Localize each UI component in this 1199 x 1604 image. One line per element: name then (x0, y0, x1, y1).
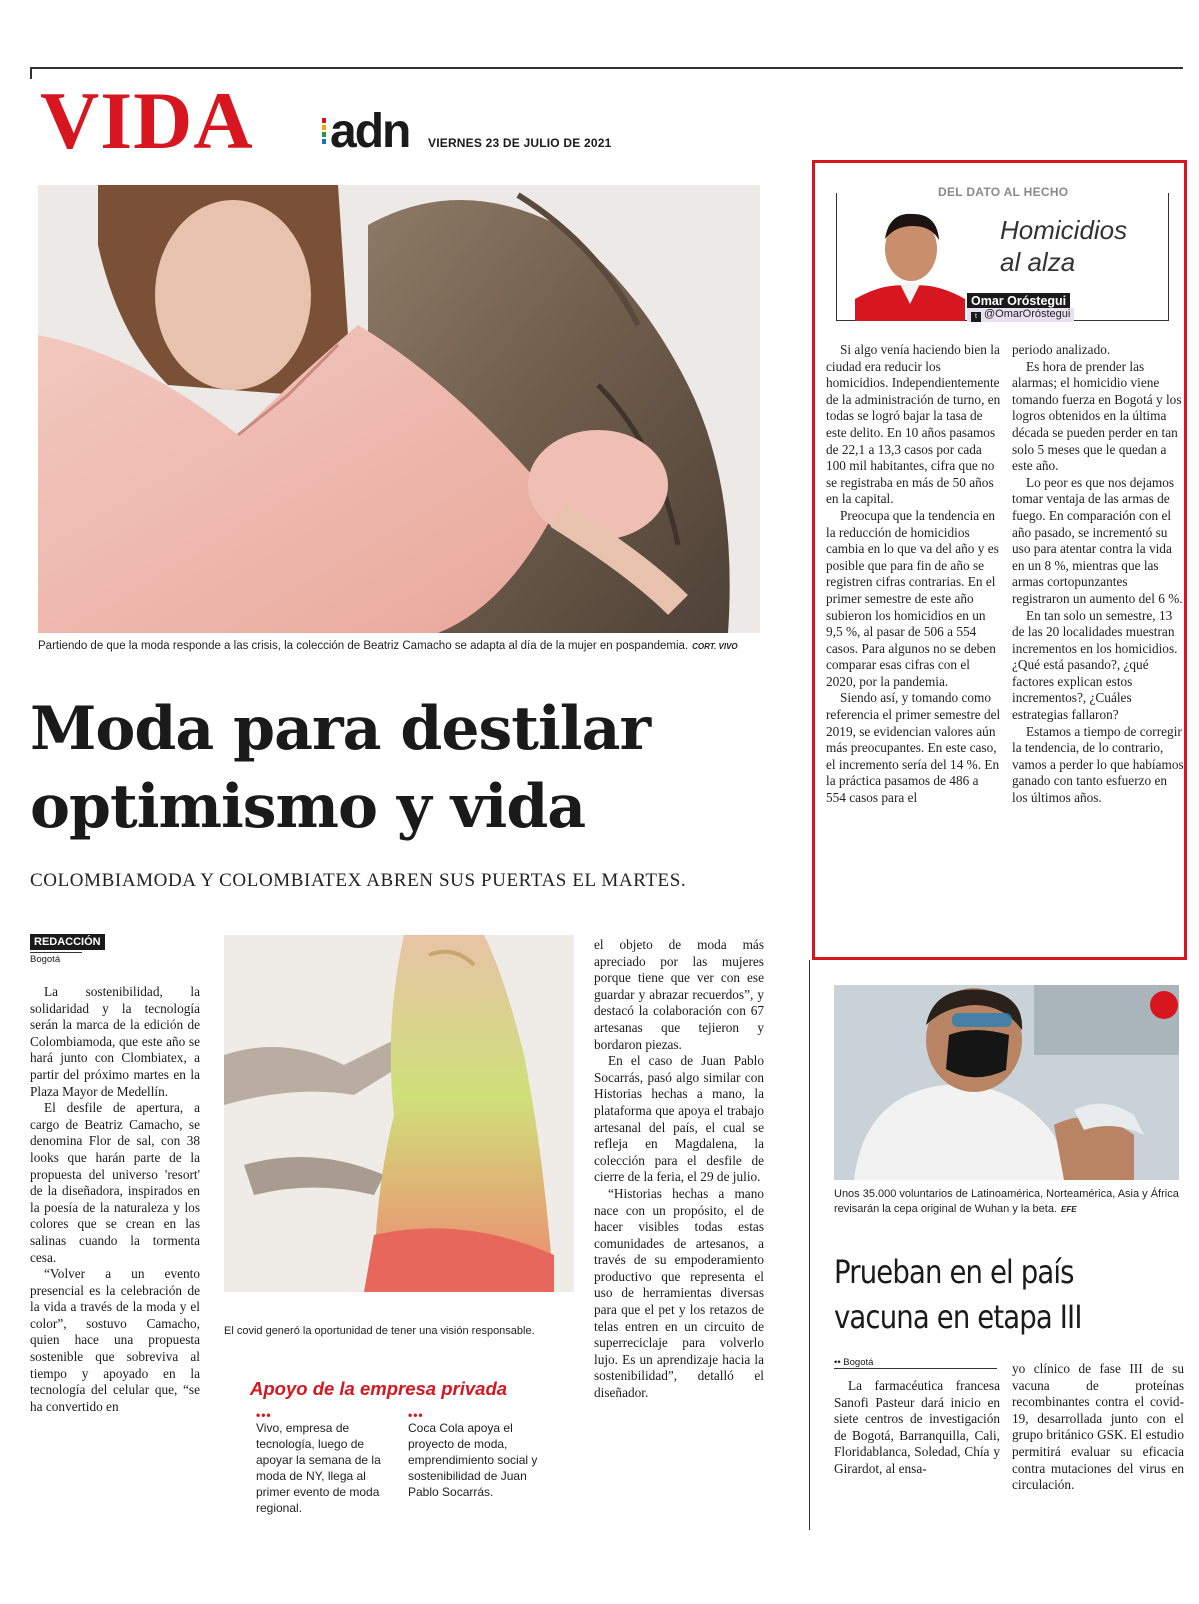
vaccine-photo (834, 985, 1179, 1180)
headline-line-2: vacuna en etapa III (834, 1298, 1082, 1336)
paragraph: Preocupa que la tendencia en la reducción de homicidios cambia en lo que va del año y es posible que para fin de año se registren cifras contrarias. En el primer semestre de este año subieron los homicidios en un 9,5 %, al pasar de 506 a 554 casos. Para algunos no se deben comparar esas cifras con el 2020, por la pandemia. (826, 507, 999, 689)
bullet-dots-icon: ••• (408, 1408, 424, 1422)
paragraph: La sostenibilidad, la solidaridad y la tecnología serán la marca de la edición de Colombiamoda, que este año se hará junto con Clombiatex, a partir del próximo martes en la Plaza Mayor de Medellín. (30, 984, 200, 1099)
opinion-title-line-1: Homicidios (1000, 215, 1128, 245)
top-rule (30, 67, 1183, 69)
paragraph: El desfile de apertura, a cargo de Beatriz Camacho, se denomina Flor de sal, con 38 looks que harán parte de la propuesta del universo 'resort' de la diseñadora, inspirados en la poesía de la naturaleza y los colores que se crean en las salinas cuando la tormenta cesa. (30, 1100, 200, 1265)
paragraph: En tan solo un semestre, 13 de las 20 localidades muestran incrementos en los homicidios. ¿Qué está pasando?, ¿qué factores explican estos incrementos?, ¿Cuáles estrategias fallaron? (1012, 607, 1178, 723)
main-headline (30, 690, 770, 846)
paragraph: Lo peor es que nos dejamos tomar ventaja de las armas de fuego. En comparación con el año pasado, se incrementó su uso para atentar contra la vida en un 8 %, mientras que las armas cortopunzantes registraron un aumento del 6 %. (1012, 474, 1183, 606)
headline-line-2: optimismo y vida (30, 772, 586, 842)
logo-mark-icon (322, 118, 326, 144)
main-subhead: COLOMBIAMODA Y COLOMBIATEX ABREN SUS PUERTAS EL MARTES. (30, 870, 687, 891)
secondary-photo-caption: El covid generó la oportunidad de tener una visión responsable. (224, 1325, 535, 1337)
main-photo (38, 185, 760, 633)
paragraph: Si algo venía haciendo bien la ciudad era reducir los homicidios. Independientemente de la administración de turno, en todas se logró bajar la tasa de este delito. En 10 años pasamos de 22,1 a 13,3 casos por cada 100 mil habitantes, cifra que no se registraba en más de 50 años en la capital. (826, 342, 1001, 507)
caption-text: Unos 35.000 voluntarios de Latinoamérica, Norteamérica, Asia y África revisarán la cepa original de Wuhan y la beta. (834, 1188, 1179, 1215)
logo: adn (330, 105, 410, 158)
vaccine-headline (834, 1250, 1131, 1340)
opinion-column-2 (1012, 342, 1184, 807)
paragraph: yo clínico de fase III de su vacuna de proteínas recombinantes contra el covid-19, desarrollada junto con el grupo británico GSK. El estudio permitirá evaluar su eficacia contra mutaciones del virus en circulación. (1012, 1361, 1184, 1493)
paragraph: Es hora de prender las alarmas; el homicidio viene tomando fuerza en Bogotá y los logros obtenidos en la última década se pueden perder en tan solo 5 meses que le quedan a este año. (1012, 358, 1182, 474)
dateline-city: •• Bogotá (834, 1357, 997, 1369)
article-column-1 (30, 984, 200, 1415)
sponsor-item-text: Coca Cola apoya el proyecto de moda, emprendimiento social y sostenibilidad de Juan Pablo Socarrás. (408, 1421, 538, 1499)
paragraph: el objeto de moda más apreciado por las mujeres porque tiene que ver con ese guardar y abrazar recuerdos”, y destacó la colaboración con 67 artesanas que tejieron y bordaron piezas. (594, 937, 764, 1052)
opinion-title (1000, 214, 1127, 278)
opinion-column-1 (826, 342, 1001, 807)
photo-credit: EFE (1061, 1205, 1077, 1214)
paragraph: La farmacéutica francesa Sanofi Pasteur dará inicio en siete centros de investigación de Bogotá, Barranquilla, Cali, Floridablanca, Soledad, Chía y Girardot, al ensa- (834, 1378, 1000, 1476)
twitter-icon: t (971, 312, 981, 322)
author-name: Omar Oróstegui (967, 293, 1070, 309)
bullet-dots-icon: ••• (256, 1408, 272, 1422)
main-photo-caption (38, 640, 738, 652)
vaccine-photo-caption (834, 1187, 1184, 1217)
headline-line-1: Moda para destilar (30, 694, 651, 764)
dateline-city: Bogotá (30, 952, 82, 965)
opinion-kicker: DEL DATO AL HECHO (930, 185, 1076, 199)
sponsor-item-2 (408, 1410, 548, 1500)
paragraph: “Volver a un evento presencial es la celebración de la vida a través de la moda y el color”, sostuvo Camacho, quien hace una propuesta sostenible que sobreviva al tiempo y apoyado en la tecnología del celular que, “se ha convertido en (30, 1266, 200, 1414)
headline-line-1: Prueban en el país (834, 1253, 1074, 1291)
paragraph: periodo analizado. (1012, 342, 1111, 357)
paragraph: Siendo así, y tomando como referencia el primer semestre del 2019, se evidencian valores aún más preocupantes. En este caso, el incremento sería del 14 %. En la práctica pasamos de 486 a 554 casos para el (826, 690, 1001, 806)
section-title: VIDA (40, 75, 254, 166)
sponsor-item-1 (256, 1410, 396, 1516)
author-portrait (855, 204, 965, 321)
opinion-title-line-2: al alza (1000, 247, 1076, 277)
byline: REDACCIÓN (30, 934, 105, 950)
sponsor-item-text: Vivo, empresa de tecnología, luego de apoyar la semana de la moda de NY, llega al primer evento de moda regional. (256, 1421, 381, 1515)
caption-text: Partiendo de que la moda responde a las crisis, la colección de Beatriz Camacho se adapta al día de la mujer en pospandemia. (38, 640, 689, 652)
paragraph: En el caso de Juan Pablo Socarrás, pasó algo similar con Historias hechas a mano, la plataforma que apoya el trabajo artesanal del país, el cual se refleja en Magdalena, la colección para el desfile de cierre de la feria, el 29 de julio. (594, 1053, 764, 1185)
vaccine-column-1 (834, 1378, 1000, 1478)
article-column-3 (594, 937, 764, 1402)
secondary-photo (224, 935, 574, 1292)
vaccine-column-2 (1012, 1361, 1184, 1494)
author-handle[interactable] (967, 308, 1074, 322)
paragraph: “Historias hechas a mano nace con un propósito, el de hacer visibles todas estas comunidades de artesanos, a través de su empoderamiento productivo que representa el uso de herramientas diversas para que el pet y los retazos de telas entren en un circuito de superreciclaje para volverlo lujo. Es un aprendizaje hacia la sostenibilidad”, detalló el diseñador. (594, 1185, 764, 1401)
photo-credit: CORT. VIVO (692, 642, 738, 651)
handle-text: @OmarOróstegui (984, 308, 1071, 320)
sponsor-box-title: Apoyo de la empresa privada (250, 1378, 508, 1399)
column-divider (809, 960, 810, 1530)
paragraph: Estamos a tiempo de corregir la tendencia, de lo contrario, vamos a perder lo que habíamos ganado con tanto esfuerzo en los últimos años. (1012, 723, 1184, 806)
issue-date: VIERNES 23 DE JULIO DE 2021 (428, 136, 612, 150)
top-rule-tick (30, 67, 32, 79)
